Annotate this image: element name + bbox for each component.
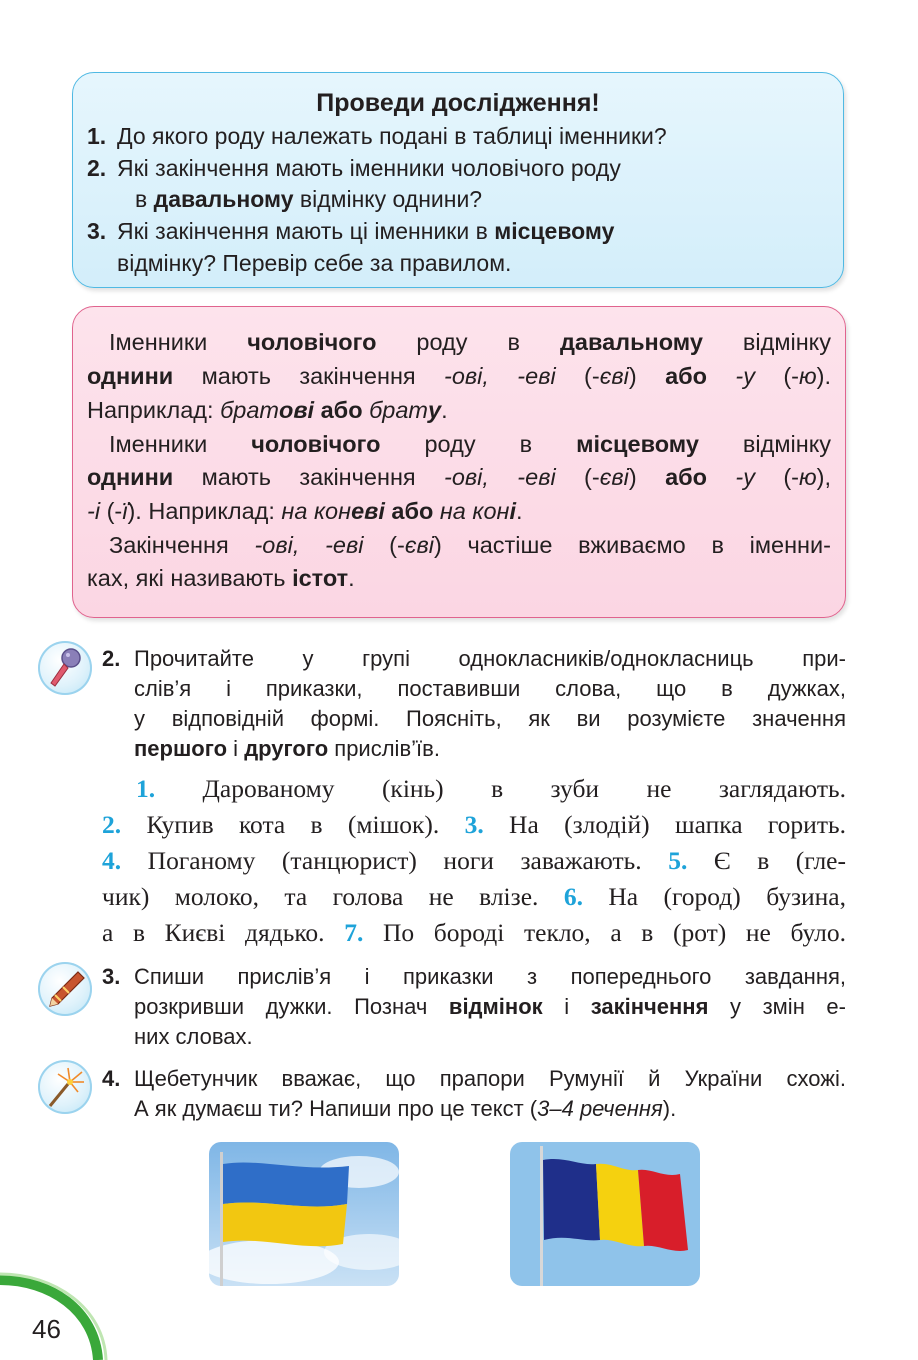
task-4-number: 4. [102,1066,121,1091]
pencil-icon [38,962,92,1016]
task-3-line: Спиши прислів’я і приказки з попереднього завдання, [134,964,846,989]
proverb-line: 4. Поганому (танцюрист) ноги заважають. 5. Є в (гле- [102,846,846,875]
rule-line: Іменники чоловічого роду в давальному відмінку [109,329,831,355]
task-3-line: них словах. [134,1024,253,1049]
task-2-line: у відповідній формі. Поясніть, як ви розумієте значення [134,706,846,731]
research-question-3: 3. Які закінчення мають ці іменники в місцевому [87,218,615,244]
task-4-line: А як думаєш ти? Напиши про це текст (3–4 речення). [134,1096,677,1121]
research-question-2: 2. Які закінчення мають іменники чоловічого роду [87,155,621,181]
research-question-2-cont: в давальному відмінку однини? [135,186,483,212]
research-question-3-cont: відмінку? Перевір себе за правилом. [117,250,512,276]
rule-box [72,306,846,618]
research-question-1: 1. До якого роду належать подані в таблиці іменники? [87,123,667,149]
proverb-line: 1. Дарованому (кінь) в зуби не заглядають. [136,774,846,803]
proverb-line: чик) молоко, та голова не влізе. 6. На (город) бузина, [102,882,847,911]
task-2-line: Прочитайте у групі однокласників/однокласниць при- [134,646,846,671]
rule-line: Іменники чоловічого роду в місцевому відмінку [109,431,831,457]
task-2-line: першого і другого прислів’їв. [134,736,440,761]
proverb-line: 2. Купив кота в (мішок). 3. На (злодій) шапка горить. [102,810,846,839]
romania-flag-image [510,1142,700,1286]
task-3-number: 3. [102,964,121,989]
ukraine-flag-image [209,1142,399,1286]
research-title: Проведи дослідження! [316,89,600,117]
rule-line: Закінчення -ові, -еві (-єві) частіше вживаємо в іменни- [109,532,831,558]
task-2-number: 2. [102,646,121,671]
proverb-line: а в Києві дядько. 7. По бороді текло, а в (рот) не було. [102,918,847,947]
rule-line: Наприклад: братові або брату. [87,397,448,423]
rule-line: однини мають закінчення -ові, -еві (-єві) або -у (-ю). [87,363,832,389]
sparkler-icon [38,1060,92,1114]
page-number: 46 [32,1314,61,1344]
rule-line: однини мають закінчення -ові, -еві (-єві) або -у (-ю), [87,464,832,490]
rule-line: ках, які називають істот. [87,565,355,591]
task-3-line: розкривши дужки. Познач відмінок і закінчення у змін е- [134,994,846,1019]
research-box [72,72,844,288]
microphone-icon [38,641,92,695]
task-2-line: слів’я і приказки, поставивши слова, що в дужках, [134,676,846,701]
task-4-line: Щебетунчик вважає, що прапори Румунії й України схожі. [134,1066,846,1091]
rule-line: -і (-ї). Наприклад: на коневі або на коні. [87,498,523,524]
